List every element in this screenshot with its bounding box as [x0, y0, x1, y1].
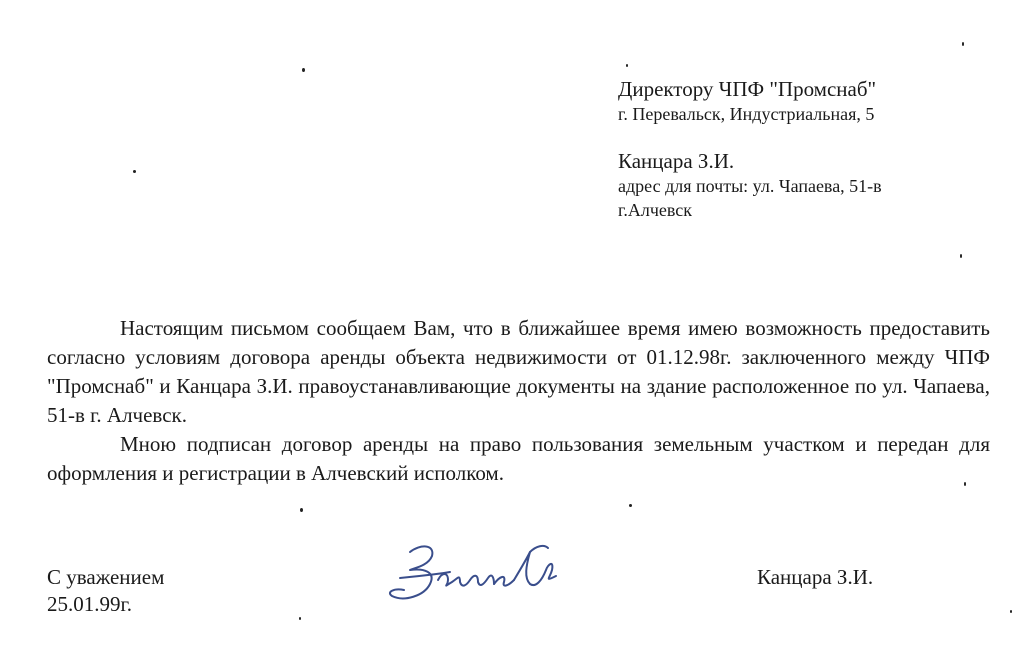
scan-speck [960, 254, 962, 258]
letter-date: 25.01.99г. [47, 592, 132, 616]
scan-speck [302, 68, 305, 72]
body-paragraph-2: Мною подписан договор аренды на право пользования земельным участком и передан для оформления и регистрации в Алчевский исполком. [47, 432, 990, 485]
scan-speck [626, 64, 628, 67]
scan-speck [300, 508, 303, 512]
addressee-block [618, 76, 978, 222]
sender-city: г.Алчевск [618, 200, 693, 220]
handwritten-signature [380, 530, 590, 620]
scan-speck [629, 504, 632, 507]
closing-block [47, 564, 164, 618]
regards-text: С уважением [47, 565, 165, 589]
body-paragraph-1: Настоящим письмом сообщаем Вам, что в ближайшее время имею возможность предоставить согласно условиям договора аренды объекта недвижимости от 01.12.98г. заключенного между ЧПФ "Промснаб" и Канцара З.И. правоустанавливающие документы на здание расположенное по ул. Чапаева, 51-в г. Алчевск. [47, 316, 990, 427]
scan-speck [1010, 610, 1012, 613]
recipient-address: г. Перевальск, Индустриальная, 5 [618, 104, 875, 124]
scan-speck [964, 482, 966, 486]
scan-speck [962, 42, 964, 46]
scan-speck [299, 617, 301, 620]
letter-body [47, 314, 990, 488]
signer-name: Канцара З.И. [757, 565, 874, 589]
sender-name: Канцара З.И. [618, 149, 735, 173]
recipient-title: Директору ЧПФ "Промснаб" [618, 77, 877, 101]
scan-speck [133, 170, 136, 173]
sender-postal-address: адрес для почты: ул. Чапаева, 51-в [618, 176, 882, 196]
